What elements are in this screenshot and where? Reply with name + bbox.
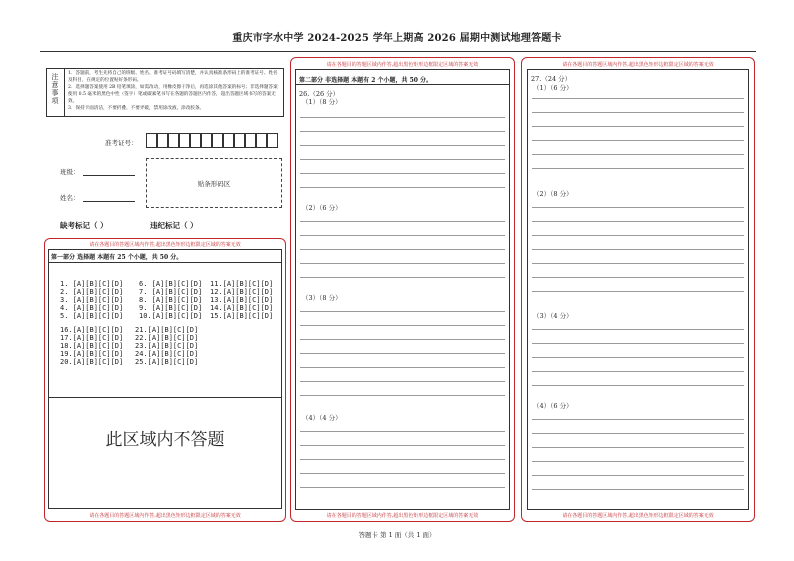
answer-line[interactable] [300,367,505,368]
warning-text: 请在各题目的答题区域内作答,超出黑色矩形边框限定区域的答案无效 [89,242,241,248]
answer-line[interactable] [532,461,744,462]
answer-line[interactable] [300,311,505,312]
answer-line[interactable] [532,385,744,386]
answer-line[interactable] [300,187,505,188]
q26-part1: （1）（8 分） [302,98,342,106]
violation-mark[interactable]: 违纪标记（ ） [150,221,198,230]
answer-line[interactable] [532,277,744,278]
part1-header: 第一部分 选择题 本题有 25 个小题，共 50 分。 [51,254,183,261]
q27-frame [527,69,749,510]
answer-line[interactable] [532,154,744,155]
part2-header: 第二部分 非选择题 本题有 2 个小题，共 50 分。 [299,77,433,84]
warning-text: 请在各题目的答题区域内作答,超出黑色矩形边框限定区域的答案无效 [326,62,479,68]
answer-line[interactable] [300,445,505,446]
answer-line[interactable] [532,263,744,264]
barcode-label: 贴条形码区 [197,180,231,188]
answer-line[interactable] [300,381,505,382]
answer-line[interactable] [532,343,744,344]
choice-group-1-col1[interactable]: 1. [A][B][C][D] 2. [A][B][C][D] 3. [A][B][C][D] 4. [A][B][C][D] 5. [A][B][C][D] [60,280,124,320]
answer-line[interactable] [300,431,505,432]
answer-line[interactable] [300,221,505,222]
name-field[interactable] [83,201,135,202]
warning-text: 请在各题目的答题区域内作答,超出黑色矩形边框限定区域的答案无效 [326,513,479,519]
choice-group-2-col2[interactable]: 21.[A][B][C][D] 22.[A][B][C][D] 23.[A][B][C][D] 24.[A][B][C][D] 25.[A][B][C][D] [135,326,199,366]
notice-label: 注意事项 [51,73,59,105]
answer-line[interactable] [532,98,744,99]
q27-part1: （1）（6 分） [533,84,573,92]
answer-line[interactable] [532,207,744,208]
answer-line[interactable] [300,173,505,174]
notice-item: 2．选择题答案使用 2B 铅笔填涂，如需改动，用橡皮擦干净后，再选涂其他答案的标号；非选择题答案使用 0.5 毫米的黑色中性（签字）笔或碳素笔书写在各题的答题区内作答，超出答题区域书写的答案无效。 [68,85,278,104]
q26-part2: （2）（6 分） [302,204,342,212]
answer-line[interactable] [532,329,744,330]
answer-line[interactable] [300,353,505,354]
name-label: 姓名： [60,194,80,202]
choice-group-1-col2[interactable]: 6. [A][B][C][D] 7. [A][B][C][D] 8. [A][B][C][D] 9. [A][B][C][D] 10.[A][B][C][D] [139,280,203,320]
answer-line[interactable] [532,489,744,490]
answer-line[interactable] [532,371,744,372]
answer-line[interactable] [532,126,744,127]
exam-id-label: 准考证号： [105,139,138,147]
warning-text: 请在各题目的答题区域内作答,超出黑色矩形边框限定区域的答案无效 [562,62,714,68]
choice-group-2-col1[interactable]: 16.[A][B][C][D] 17.[A][B][C][D] 18.[A][B][C][D] 19.[A][B][C][D] 20.[A][B][C][D] [60,326,124,366]
answer-line[interactable] [532,168,744,169]
q27-part4: （4）（6 分） [533,402,573,410]
answer-line[interactable] [300,159,505,160]
answer-line[interactable] [532,249,744,250]
answer-line[interactable] [532,433,744,434]
q27-part3: （3）（4 分） [533,312,573,320]
choice-group-1-col3[interactable]: 11.[A][B][C][D] 12.[A][B][C][D] 13.[A][B][C][D] 14.[A][B][C][D] 15.[A][B][C][D] [210,280,274,320]
barcode-area [146,158,282,208]
page-title: 重庆市字水中学 2024-2025 学年上期高 2026 届期中测试地理答题卡 [232,33,562,44]
class-label: 班级： [60,168,80,176]
notice-item: 3．保持卡面清洁，不要折叠、不要弄破，禁用涂改液、涂改胶条。 [68,106,205,111]
answer-line[interactable] [300,277,505,278]
page-footer: 答题卡 第 1 面（共 1 面） [358,531,436,539]
answer-line[interactable] [300,487,505,488]
q26-frame [295,69,510,510]
answer-line[interactable] [532,419,744,420]
warning-text: 请在各题目的答题区域内作答,超出黑色矩形边框限定区域的答案无效 [562,513,714,519]
warning-text: 请在各题目的答题区域内作答,超出黑色矩形边框限定区域的答案无效 [89,513,241,519]
answer-line[interactable] [300,339,505,340]
notice-item: 1．答题前，考生先将自己的班级、姓名、准考证号码填写清楚，并认真核准条形码上的准考证号、姓名及科目，在规定的位置贴好条形码。 [68,71,278,83]
q26-title: 26.（26 分） [299,90,340,98]
answer-line[interactable] [300,117,505,118]
no-answer-area: 此区域内不答题 [105,430,225,450]
answer-line[interactable] [532,447,744,448]
answer-line[interactable] [532,221,744,222]
answer-line[interactable] [532,475,744,476]
q27-part2: （2）（8 分） [533,190,573,198]
class-field[interactable] [83,175,135,176]
answer-line[interactable] [532,235,744,236]
q26-part3: （3）（8 分） [302,294,342,302]
answer-line[interactable] [532,291,744,292]
answer-line[interactable] [300,459,505,460]
answer-line[interactable] [532,140,744,141]
answer-line[interactable] [300,325,505,326]
answer-line[interactable] [300,145,505,146]
title-underline [40,51,756,52]
answer-line[interactable] [300,131,505,132]
answer-line[interactable] [300,235,505,236]
notice-text [68,70,280,112]
absent-mark[interactable]: 缺考标记（ ） [60,221,108,230]
notice-box [46,68,284,117]
q27-title: 27.（24 分） [531,75,572,83]
answer-line[interactable] [532,357,744,358]
answer-line[interactable] [300,473,505,474]
answer-line[interactable] [300,395,505,396]
answer-line[interactable] [532,112,744,113]
answer-line[interactable] [300,249,505,250]
q26-part4: （4）（4 分） [302,414,342,422]
answer-line[interactable] [300,263,505,264]
